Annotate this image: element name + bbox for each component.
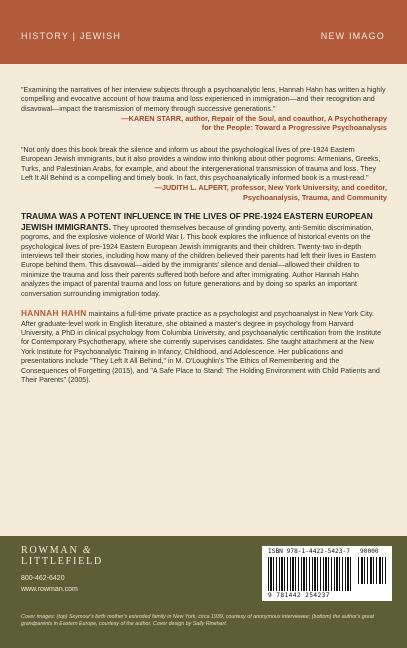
author-bio-text: maintains a full-time private practice as a psychologist and psychoanalyst in New York City. After graduate-level work in English literature, she obtained a master's degree in psychology from Harvard University, a PhD in clinical psychology from Columbia University, and psychoanalytic certification from the Institute for Contemporary Psychotherapy, where she currently supervises candidates. She taught attachment at the New York Institute for Psychoanalytic Training in Infancy, Childhood, and Adolescence. Her publications and presentations include "They Left It All Behind," in M. O'Loughlin's The Ethics of Remembering and the Consequences of Forgetting (2015), and "A Safe Place to Stand: The Holding Environment with Child Patients and Their Parents" (2005). xyxy=(21,310,382,384)
praise-quote-2: "Not only does this book break the silence and inform us about the psychological lives of pre-1924 Eastern European Jewish immigrants, but it also provides a window into thinking about other pogroms: Armenians, Greeks, Turks, and Palestinian Arabs, for example, and about the intergenerational transmission of trauma and loss. They Left It All Behind is a compelling and timely book. In fact, this psychoanalytically informed book is a must-read." xyxy=(21,146,381,182)
praise-attribution-2a: —JUDITH L. ALPERT, professor, New York University, and coeditor, xyxy=(154,183,387,193)
author-bio xyxy=(21,309,387,385)
publisher-amp: & xyxy=(82,545,93,556)
series-label: NEW IMAGO xyxy=(320,31,385,41)
praise-attribution-2b: Psychoanalysis, Trauma, and Community xyxy=(243,192,387,202)
publisher-line2: LITTLEFIELD xyxy=(21,556,104,567)
cover-credit: Cover images: (top) Seymour's birth mother's extended family in New York, circa 1939, courtesy of anonymous interviewee; (bottom) the author's great grandparents in Eastern Europe, courtesy of the author. Cover design by Sally Rinehart. xyxy=(21,614,374,627)
isbn-text: ISBN 978-1-4422-5423-7 xyxy=(268,548,350,555)
description-body: They uprooted themselves because of grinding poverty, anti-Semitic discrimination, pogroms, and the explosive violence of World War I. This book explores the influence of historical events on the psychological lives of pre-1924 Eastern European Jewish immigrants and their children. Twenty-two in-depth interviews tell their stories, including how many of the children believed their parents had left their lives in Eastern Europe behind them. This disavowal—aided by the immigrants' silence and denial—allowed their children to minimize the trauma and loss their parents suffered both before and after immigrating. Author Hannah Hahn analyzes the impact of parental trauma and loss on future generations and by doing so sparks an important conversation surrounding immigration today. xyxy=(21,223,376,298)
price-code: 90000 xyxy=(360,548,379,555)
publisher-line1: ROWMAN xyxy=(21,545,79,556)
publisher-logo xyxy=(21,545,103,567)
book-description xyxy=(21,212,387,299)
author-name: HANNAH HAHN xyxy=(21,308,87,319)
description-lead: TRAUMA WAS A POTENT INFLUENCE IN THE LIVES OF PRE-1924 EASTERN EUROPEAN JEWISH IMMIGRANTS. xyxy=(21,211,373,232)
bottom-band xyxy=(0,536,407,648)
praise-attribution-1b: for the People: Toward a Progressive Psychoanalysis xyxy=(201,123,387,133)
publisher-website: www.rowman.com xyxy=(21,586,78,593)
barcode-digits: 9 781442 254237 xyxy=(268,592,330,599)
isbn-barcode xyxy=(262,546,392,601)
price-barcode-bars xyxy=(358,557,386,584)
praise-quote-1: "Examining the narratives of her interview subjects through a psychoanalytic lens, Hannah Hahn has written a highly compelling and evocative account of how trauma and loss experienced in immigration—and their recognition and disavowal—impact the transmission of memory through successive generations." xyxy=(21,86,386,113)
barcode-bars xyxy=(268,557,352,591)
praise-attribution-1a: —KAREN STARR, author, Repair of the Soul, and coauthor, A Psychotherapy xyxy=(121,113,387,123)
main-text xyxy=(21,86,387,385)
publisher-phone: 800-462-6420 xyxy=(21,575,65,582)
header-bar xyxy=(0,0,407,64)
category-label: HISTORY | JEWISH xyxy=(21,31,122,41)
